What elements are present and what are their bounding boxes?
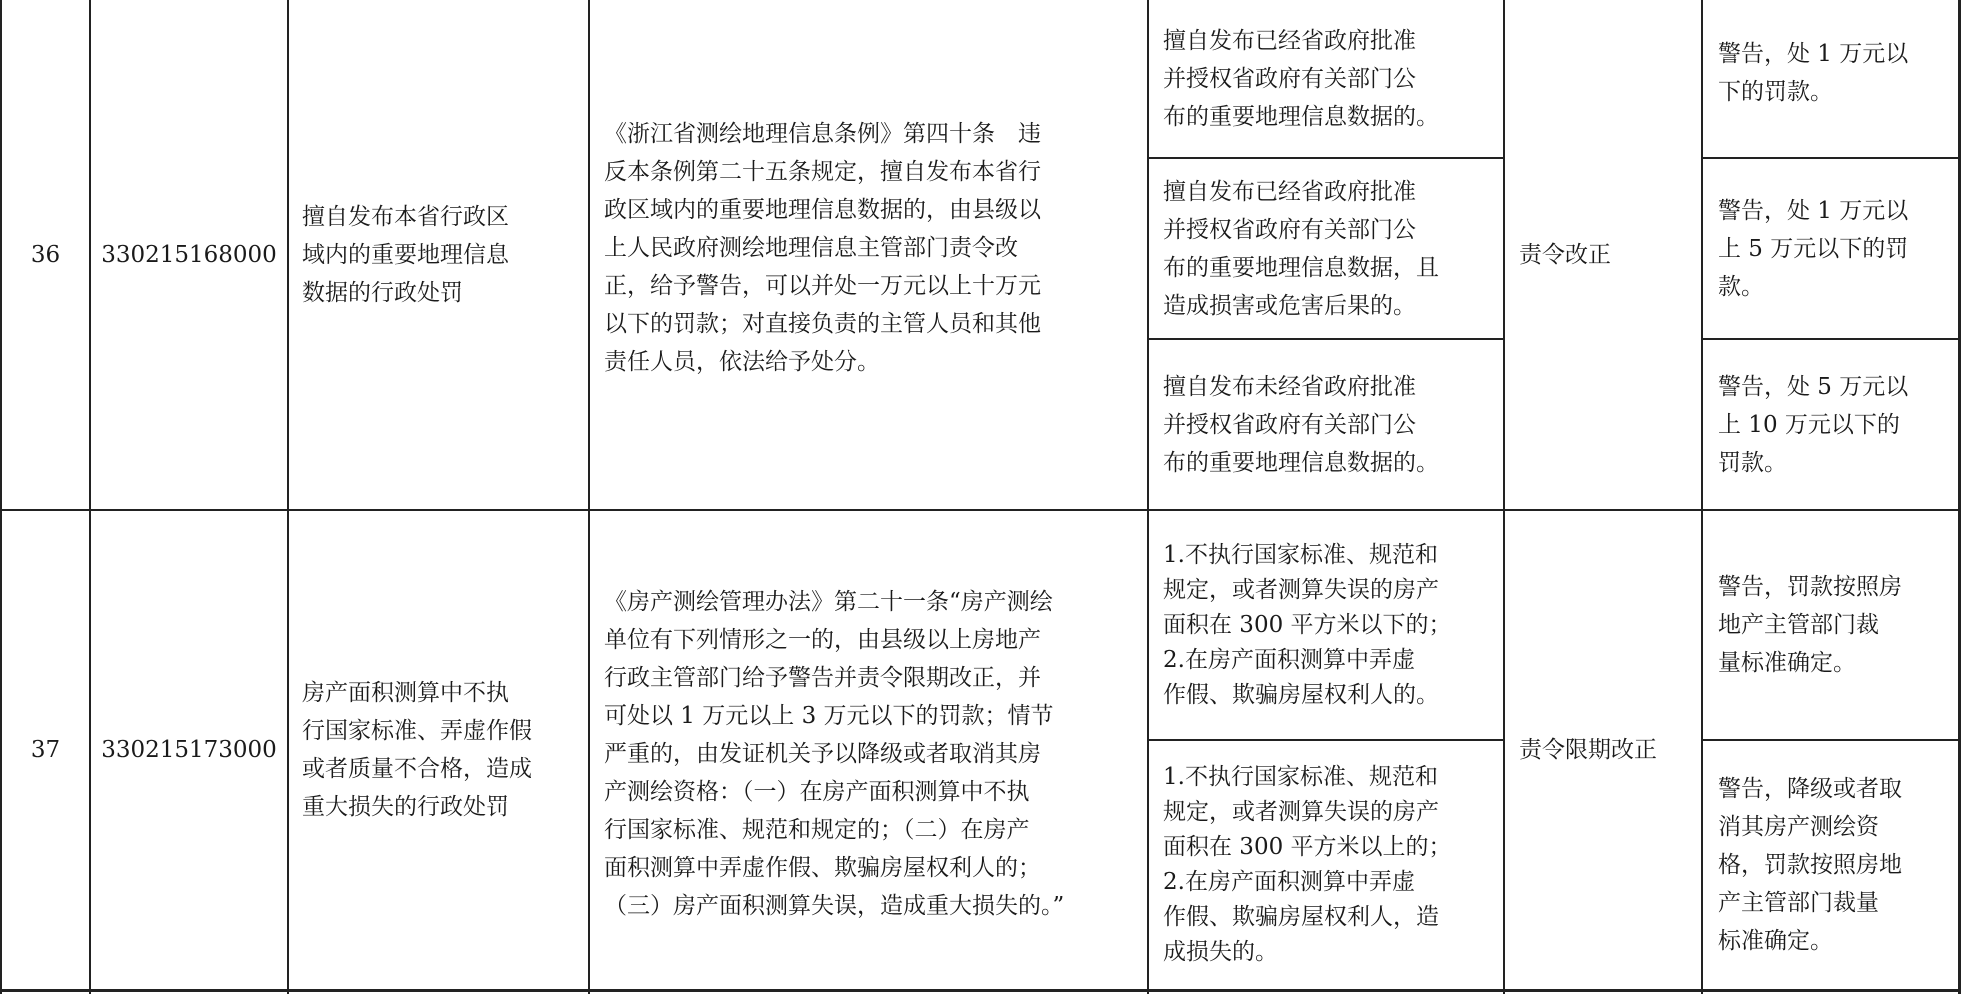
item-code: [91, 511, 287, 989]
table-border-bottom: [0, 989, 1961, 992]
item-name: [289, 511, 588, 989]
violation-circumstance-text: 擅自发布已经省政府批准 并授权省政府有关部门公 布的重要地理信息数据，且 造成损害或危害后果的。: [1163, 178, 1439, 319]
penalty-standard: [1703, 340, 1958, 509]
penalty-standard: [1703, 0, 1958, 157]
violation-circumstance: [1149, 511, 1503, 739]
penalty-standard: [1703, 741, 1958, 989]
penalty-standard: [1703, 511, 1958, 739]
correction-measure-text: 责令改正: [1519, 241, 1611, 268]
row-number: [2, 511, 89, 989]
row-number-text: 37: [30, 737, 61, 763]
penalty-standard-text: 警告，处 1 万元以 下的罚款。: [1718, 40, 1909, 105]
item-name-text: 房产面积测算中不执 行国家标准、弄虚作假 或者质量不合格，造成 重大损失的行政处罚: [302, 680, 532, 820]
row-number: [2, 0, 89, 509]
row-number-text: 36: [30, 241, 61, 268]
legal-basis-text: 《浙江省测绘地理信息条例》第四十条 违 反本条例第二十五条规定，擅自发布本省行 政区域内的重要地理信息数据的，由县级以 上人民政府测绘地理信息主管部门责令改 正，给予警告，可以并处一万元以上十万元 以下的罚款；对直接负责的主管人员和其他 责任人员，依法给予处分。: [604, 120, 1041, 375]
violation-circumstance: [1149, 340, 1503, 509]
penalty-standard-text: 警告，降级或者取 消其房产测绘资 格，罚款按照房地 产主管部门裁量 标准确定。: [1718, 776, 1902, 954]
legal-basis-text: 《房产测绘管理办法》第二十一条“房产测绘 单位有下列情形之一的，由县级以上房地产 行政主管部门给予警告并责令限期改正，并 可处以 1 万元以上 3 万元以下的罚款；情节 严重的，由发证机关予以降级或者取消其房 产测绘资格：（一）在房产面积测算中不执 行国家标准、规范和规定的；（二）在房产 面积测算中弄虚作假、欺骗房屋权利人的； （三）房产面积测算失误，造成重大损失的。”: [604, 589, 1065, 919]
violation-circumstance: [1149, 159, 1503, 338]
violation-circumstance-text: 擅自发布已经省政府批准 并授权省政府有关部门公 布的重要地理信息数据的。: [1163, 27, 1439, 130]
correction-measure: [1505, 0, 1701, 509]
violation-circumstance: [1149, 741, 1503, 989]
violation-circumstance: [1149, 0, 1503, 157]
violation-circumstance-text: 擅自发布未经省政府批准 并授权省政府有关部门公 布的重要地理信息数据的。: [1163, 373, 1439, 476]
legal-basis: [590, 0, 1147, 509]
penalty-standard-text: 警告，罚款按照房 地产主管部门裁 量标准确定。: [1718, 574, 1902, 676]
item-code: [91, 0, 287, 509]
item-name-text: 擅自发布本省行政区 域内的重要地理信息 数据的行政处罚: [302, 203, 509, 306]
legal-basis: [590, 511, 1147, 989]
correction-measure-text: 责令限期改正: [1519, 737, 1657, 763]
penalty-standard-text: 警告，处 1 万元以 上 5 万元以下的罚 款。: [1718, 197, 1909, 300]
item-code-text: 330215168000: [101, 241, 277, 268]
item-name: [289, 0, 588, 509]
penalty-standard: [1703, 159, 1958, 338]
violation-circumstance-text: 1.不执行国家标准、规范和 规定，或者测算失误的房产 面积在 300 平方米以上的； 2.在房产面积测算中弄虚 作假、欺骗房屋权利人，造 成损失的。: [1163, 764, 1452, 965]
correction-measure: [1505, 511, 1701, 989]
penalty-standard-text: 警告，处 5 万元以 上 10 万元以下的 罚款。: [1718, 373, 1909, 476]
item-code-text: 330215173000: [101, 737, 277, 763]
violation-circumstance-text: 1.不执行国家标准、规范和 规定，或者测算失误的房产 面积在 300 平方米以下的； 2.在房产面积测算中弄虚 作假、欺骗房屋权利人的。: [1163, 541, 1452, 708]
